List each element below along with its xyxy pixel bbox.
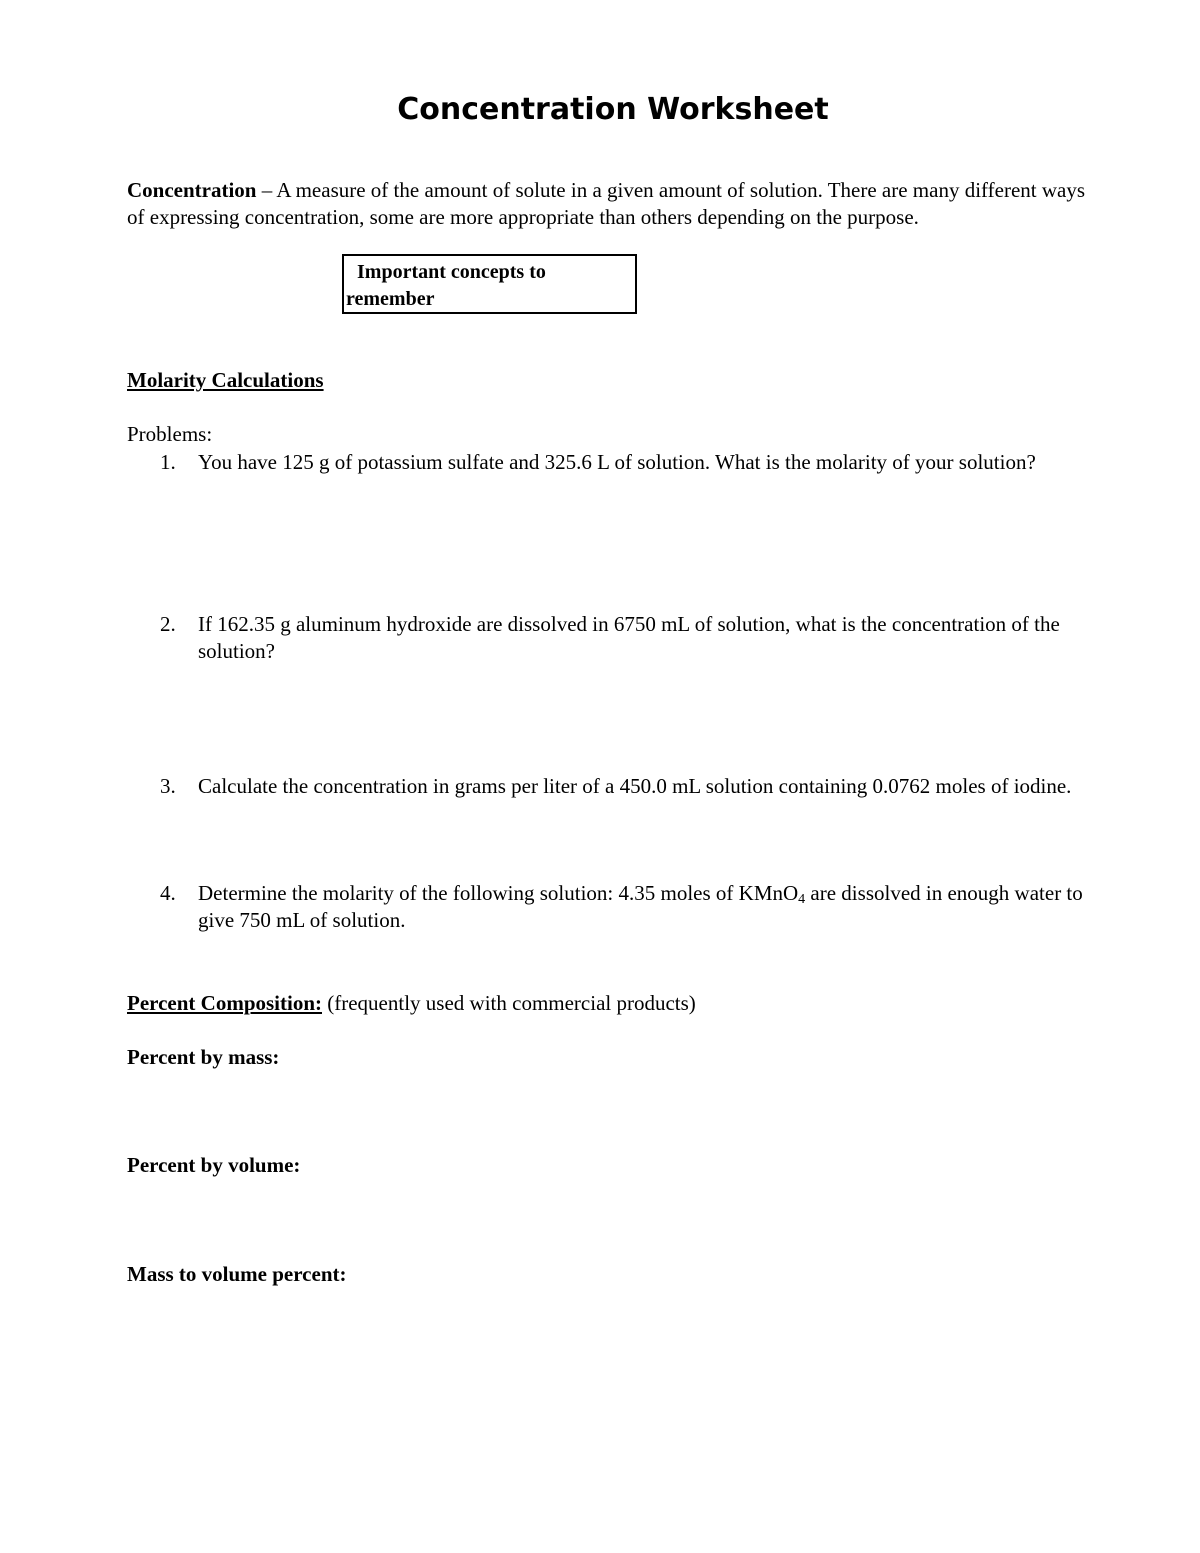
problem-number: 1. — [160, 450, 176, 474]
problem-number: 3. — [160, 774, 176, 798]
percent-composition-line — [127, 990, 696, 1017]
problem-item — [160, 773, 1090, 800]
problem-item — [160, 880, 1090, 934]
problem-text: If 162.35 g aluminum hydroxide are dissolved in 6750 mL of solution, what is the concentration of the solution? — [198, 612, 1060, 663]
problem-text — [198, 880, 1090, 934]
important-concepts-box: Important concepts to remember — [342, 254, 637, 314]
problem-item — [160, 449, 1090, 476]
problem-text-part: are dissolved in enough water to give 750 mL of solution. — [198, 881, 1083, 932]
percent-composition-note: (frequently used with commercial products) — [322, 991, 696, 1015]
percent-by-mass-label: Percent by mass: — [127, 1045, 280, 1069]
page-title: Concentration Worksheet — [397, 92, 829, 127]
problem-text-part: Determine the molarity of the following solution: 4.35 moles of KMnO — [198, 881, 799, 905]
definition-text: – A measure of the amount of solute in a given amount of solution. There are many different ways of expressing concentration, some are more appropriate than others depending on the purpose. — [127, 178, 1086, 229]
percent-by-volume-label: Percent by volume: — [127, 1153, 301, 1177]
percent-composition-heading: Percent Composition: — [127, 991, 322, 1015]
problem-text: You have 125 g of potassium sulfate and 325.6 L of solution. What is the molarity of your solution? — [198, 450, 1036, 474]
molarity-heading: Molarity Calculations — [127, 368, 324, 392]
chemical-subscript: 4 — [798, 892, 806, 907]
mass-to-volume-label: Mass to volume percent: — [127, 1262, 347, 1286]
problem-text: Calculate the concentration in grams per liter of a 450.0 mL solution containing 0.0762 moles of iodine. — [198, 774, 1072, 798]
definition-term: Concentration — [127, 178, 257, 202]
problem-number: 4. — [160, 881, 176, 905]
problem-number: 2. — [160, 612, 176, 636]
problems-label: Problems: — [127, 422, 213, 446]
problem-item — [160, 611, 1090, 665]
concentration-definition — [127, 177, 1087, 231]
